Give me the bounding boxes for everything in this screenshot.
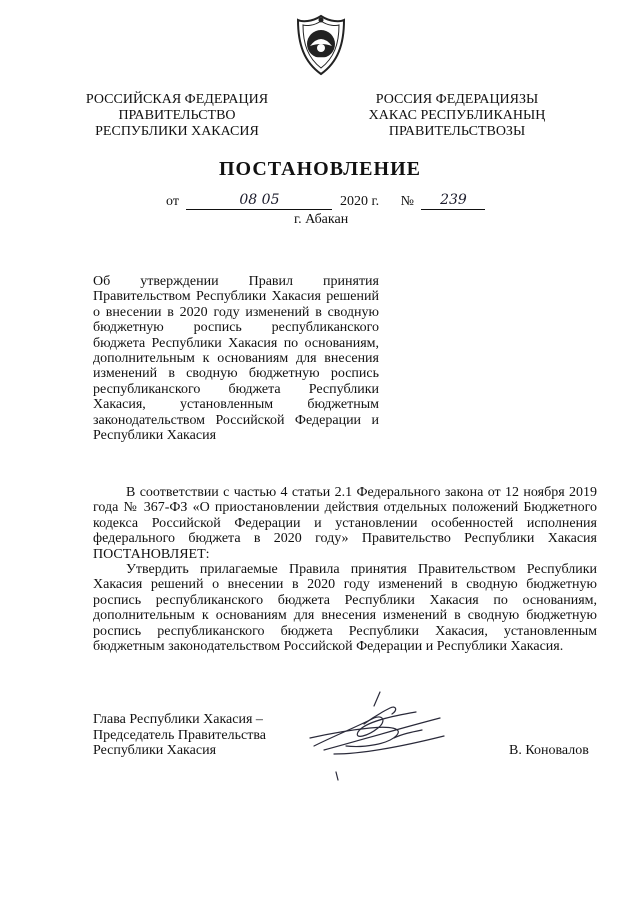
signatory-position-line-1: Глава Республики Хакасия –	[93, 712, 263, 727]
signatory-position	[93, 712, 293, 759]
header-right-block	[362, 92, 552, 140]
header-left-line-2: ПРАВИТЕЛЬСТВО	[118, 108, 236, 123]
body-paragraph-1: В соответствии с частью 4 статьи 2.1 Федерального закона от 12 ноября 2019 года № 367-ФЗ «О приостановлении действия отдельных положений Бюджетного кодекса Российской Федерации и установлении особенностей исполнения федерального бюджета в 2020 году» Правительство Республики Хакасия ПОСТАНОВЛЯЕТ:	[93, 485, 597, 562]
date-number-row	[166, 193, 485, 213]
header-right-line-3: ПРАВИТЕЛЬСТВОЗЫ	[388, 124, 526, 139]
handwritten-signature-icon	[294, 688, 464, 783]
document-subject: Об утверждении Правил принятия Правительством Республики Хакасия решений о внесении в 2020 году изменений в сводную бюджетную роспись республиканского бюджета Республики Хакасия по основаниям, дополнительным к основаниям для внесения изменений в сводную бюджетную роспись республиканского бюджета Республики Хакасия, установленным бюджетным законодательством Российской Федерации и Республики Хакасия	[93, 274, 379, 444]
coat-of-arms-icon	[294, 14, 348, 76]
document-title: ПОСТАНОВЛЕНИЕ	[219, 158, 421, 180]
header-left-line-3: РЕСПУБЛИКИ ХАКАСИЯ	[95, 124, 259, 139]
document-number: 239	[421, 193, 485, 210]
signatory-position-line-2: Председатель Правительства	[93, 727, 266, 743]
header-right-line-1: РОССИЯ ФЕДЕРАЦИЯЗЫ	[375, 92, 539, 107]
header-left-line-1: РОССИЙСКАЯ ФЕДЕРАЦИЯ	[85, 92, 269, 107]
place-of-issue: г. Абакан	[294, 212, 349, 227]
header-left-block	[82, 92, 272, 140]
signatory-position-line-3: Республики Хакасия	[93, 743, 217, 758]
document-body	[93, 485, 597, 654]
number-sign: №	[400, 194, 414, 209]
year-text: 2020 г.	[339, 194, 380, 209]
date-value: 08 05	[186, 193, 332, 210]
body-paragraph-2: Утвердить прилагаемые Правила принятия Правительством Республики Хакасия решений о внесении в 2020 году изменений в сводную бюджетную роспись республиканского бюджета Республики Хакасия по основаниям, дополнительным к основаниям для внесения изменений в сводную бюджетную роспись республиканского бюджета Республики Хакасия, установленным бюджетным законодательством Российской Федерации и Республики Хакасия.	[93, 562, 597, 655]
date-prefix: от	[166, 194, 179, 209]
signatory-name: В. Коновалов	[509, 743, 589, 758]
header-right-line-2: ХАКАС РЕСПУБЛИКАНЫҢ	[368, 108, 546, 123]
